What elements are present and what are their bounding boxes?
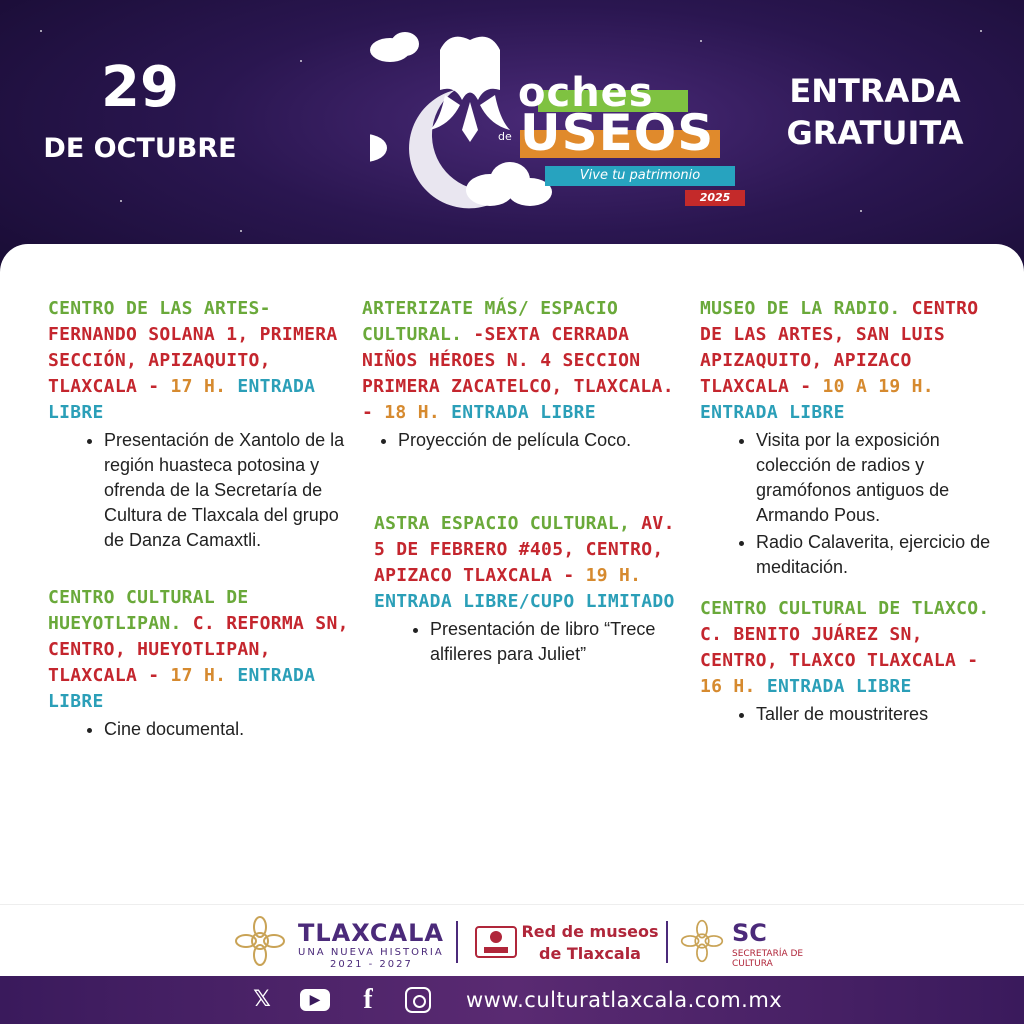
tlaxcala-logo-subtitle: UNA NUEVA HISTORIA <box>298 947 444 958</box>
events-column-2 <box>362 296 692 669</box>
venue-name: ARTERIZATE MÁS/ ESPACIO CULTURAL. <box>362 298 619 345</box>
facebook-icon[interactable]: f <box>363 984 373 1015</box>
venue-separator: - <box>362 402 385 423</box>
event-date <box>20 55 260 166</box>
activity-item: • Presentación de libro “Trece alfileres para Juliet” <box>430 617 692 667</box>
venue-address: C. REFORMA SN, CENTRO, HUEYOTLIPAN, TLAXCALA <box>48 613 349 686</box>
venue-access: ENTRADA LIBRE <box>48 665 316 712</box>
entry-notice <box>760 70 990 154</box>
date-day: 29 <box>101 55 179 120</box>
website-link[interactable]: www.culturatlaxcala.com.mx <box>466 988 783 1012</box>
venue-name: ASTRA ESPACIO CULTURAL, <box>374 513 631 534</box>
star-decoration <box>240 230 242 232</box>
venue-address: FERNANDO SOLANA 1, PRIMERA SECCIÓN, APIZAQUITO, TLAXCALA <box>48 324 338 397</box>
venue-separator: - <box>137 376 171 397</box>
activity-list <box>362 617 692 667</box>
venue-name: MUSEO DE LA RADIO. <box>700 298 901 319</box>
logo-text-useos: USEOS <box>520 104 715 162</box>
venue-address: AV. 5 DE FEBRERO #405, CENTRO, APIZACO TLAXCALA <box>374 513 675 586</box>
activity-list <box>48 428 358 553</box>
tlaxcala-logo-title: TLAXCALA <box>298 919 444 947</box>
venue-address: -SEXTA CERRADA NIÑOS HÉROES N. 4 SECCION PRIMERA ZACATELCO, TLAXCALA. <box>362 324 674 397</box>
sc-logo-title: SC <box>732 919 767 947</box>
sc-subtitle-line-2: CULTURA <box>732 959 773 969</box>
activity-list <box>700 428 1010 580</box>
star-decoration <box>860 210 862 212</box>
venue-separator: - <box>789 376 823 397</box>
logo-year: 2025 <box>685 190 745 206</box>
venue-name: CENTRO CULTURAL DE HUEYOTLIPAN. <box>48 587 249 634</box>
sc-seal-icon <box>680 919 724 963</box>
star-decoration <box>980 30 982 32</box>
x-icon[interactable]: 𝕏 <box>253 987 271 1012</box>
venue-access: ENTRADA LIBRE <box>766 676 912 697</box>
star-decoration <box>300 60 302 62</box>
event-venue <box>700 596 1010 700</box>
venue-time: 17 H. <box>170 376 227 397</box>
activity-item: • Visita por la exposición colección de radios y gramófonos antiguos de Armando Pous. <box>756 428 1010 528</box>
tlaxcala-seal-icon <box>234 915 286 967</box>
activity-item: • Proyección de película Coco. <box>398 428 692 453</box>
activity-item: • Radio Calaverita, ejercicio de meditación. <box>756 530 1010 580</box>
noches-de-museos-logo <box>370 30 760 220</box>
event-venue <box>362 511 692 615</box>
entry-line-1: ENTRADA <box>789 72 961 110</box>
venue-name: CENTRO DE LAS ARTES- <box>48 298 271 319</box>
date-month: DE OCTUBRE <box>43 133 237 164</box>
activity-item: • Presentación de Xantolo de la región huasteca potosina y ofrenda de la Secretaría de Cultura de Tlaxcala del grupo de Danza Camaxtli. <box>104 428 358 553</box>
venue-address: CENTRO DE LAS ARTES, SAN LUIS APIZAQUITO, APIZACO TLAXCALA <box>700 298 979 397</box>
red-museos-logo <box>520 921 660 965</box>
activity-item: • Cine documental. <box>104 717 358 742</box>
tlaxcala-logo-years: 2021 - 2027 <box>330 959 413 970</box>
venue-time: 10 A 19 H. <box>822 376 934 397</box>
logo-divider <box>666 921 668 963</box>
sc-subtitle-line-1: SECRETARÍA DE <box>732 949 804 959</box>
venue-separator: - <box>137 665 171 686</box>
venue-access: ENTRADA LIBRE <box>451 402 596 423</box>
venue-name: CENTRO CULTURAL DE TLAXCO. <box>700 598 990 619</box>
venue-access: ENTRADA LIBRE/CUPO LIMITADO <box>374 591 675 612</box>
logo-text-de: de <box>498 130 512 143</box>
venue-time: 17 H. <box>170 665 227 686</box>
logo-tagline: Vive tu patrimonio <box>545 166 735 186</box>
youtube-icon[interactable]: ▶ <box>300 989 330 1011</box>
activity-item: • Taller de moustriteres <box>756 702 1010 727</box>
instagram-icon[interactable] <box>405 987 431 1013</box>
venue-separator: - <box>552 565 586 586</box>
red-museos-icon <box>472 917 520 965</box>
activity-list <box>700 702 1010 727</box>
venue-address: C. BENITO JUÁREZ SN, CENTRO, TLAXCO TLAXCALA <box>700 624 957 671</box>
venue-time: 18 H. <box>384 402 440 423</box>
entry-line-2: GRATUITA <box>786 114 964 152</box>
event-venue <box>362 296 692 426</box>
activity-list <box>48 717 358 742</box>
event-venue <box>700 296 1010 426</box>
events-column-3 <box>700 296 1010 729</box>
sc-logo-subtitle <box>732 949 803 969</box>
events-column-1 <box>48 296 358 744</box>
venue-separator: - <box>956 650 979 671</box>
footer-logos <box>0 904 1024 976</box>
events-card <box>0 244 1024 904</box>
logo-divider <box>456 921 458 963</box>
activity-list <box>362 428 692 453</box>
venue-access: ENTRADA LIBRE <box>700 402 845 423</box>
logo-text-oches: oches <box>518 70 654 116</box>
red-museos-line-2: de Tlaxcala <box>539 944 641 963</box>
venue-access: ENTRADA LIBRE <box>48 376 316 423</box>
event-venue <box>48 585 358 715</box>
footer-social-bar <box>0 976 1024 1024</box>
star-decoration <box>40 30 42 32</box>
star-decoration <box>120 200 122 202</box>
venue-time: 16 H. <box>700 676 756 697</box>
venue-time: 19 H. <box>585 565 642 586</box>
red-museos-line-1: Red de museos <box>521 922 659 941</box>
event-venue <box>48 296 358 426</box>
